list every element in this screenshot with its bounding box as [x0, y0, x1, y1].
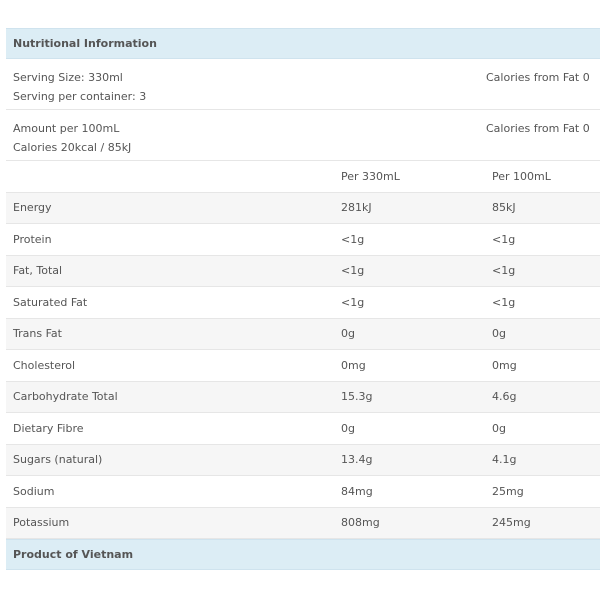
value-per-330ml: 0g: [341, 327, 355, 341]
serving-info: [6, 59, 600, 110]
value-per-100ml: 85kJ: [492, 201, 516, 215]
value-per-100ml: 4.1g: [492, 453, 517, 467]
value-per-330ml: 0g: [341, 421, 355, 435]
table-row: [6, 319, 600, 351]
nutrient-name: Saturated Fat: [13, 295, 88, 309]
value-per-100ml: 0mg: [492, 358, 517, 372]
table-row: [6, 350, 600, 382]
table-row: [6, 382, 600, 414]
serving-per-container: Serving per container: 3: [13, 90, 147, 103]
value-per-100ml: <1g: [492, 232, 516, 246]
value-per-100ml: 25mg: [492, 484, 524, 498]
nutrient-name: Protein: [13, 232, 52, 246]
value-per-330ml: <1g: [341, 264, 365, 278]
table-row: [6, 256, 600, 288]
table-row: [6, 508, 600, 540]
table-row: [6, 193, 600, 225]
nutrient-name: Potassium: [13, 516, 70, 530]
table-row: [6, 476, 600, 508]
value-per-330ml: 0mg: [341, 358, 366, 372]
nutrient-name: Cholesterol: [13, 358, 76, 372]
nutrient-name: Sugars (natural): [13, 453, 103, 467]
nutrient-name: Dietary Fibre: [13, 421, 84, 435]
value-per-100ml: 245mg: [492, 516, 531, 530]
value-per-330ml: 13.4g: [341, 453, 373, 467]
column-header-per-330ml: Per 330mL: [341, 169, 400, 183]
serving-calories-fat: Calories from Fat 0: [486, 71, 590, 84]
amount-calories: Calories 20kcal / 85kJ: [13, 141, 132, 154]
table-row: [6, 413, 600, 445]
nutrient-name: Sodium: [13, 484, 55, 498]
value-per-100ml: <1g: [492, 295, 516, 309]
amount-label: Amount per 100mL: [13, 122, 120, 135]
value-per-330ml: <1g: [341, 295, 365, 309]
table-row: [6, 224, 600, 256]
nutrient-name: Carbohydrate Total: [13, 390, 118, 404]
amount-info: [6, 110, 600, 161]
value-per-100ml: 4.6g: [492, 390, 517, 404]
product-origin: Product of Vietnam: [6, 539, 600, 570]
table-row: [6, 445, 600, 477]
nutrient-name: Fat, Total: [13, 264, 63, 278]
serving-size: Serving Size: 330ml: [13, 71, 123, 84]
nutrient-name: Energy: [13, 201, 52, 215]
value-per-330ml: <1g: [341, 232, 365, 246]
nutrient-rows: [6, 193, 600, 540]
table-title: Nutritional Information: [6, 28, 600, 59]
value-per-100ml: 0g: [492, 421, 506, 435]
value-per-330ml: 808mg: [341, 516, 380, 530]
value-per-330ml: 84mg: [341, 484, 373, 498]
nutrition-table: [6, 28, 600, 570]
value-per-330ml: 281kJ: [341, 201, 372, 215]
value-per-100ml: <1g: [492, 264, 516, 278]
nutrient-name: Trans Fat: [13, 327, 62, 341]
table-row: [6, 287, 600, 319]
amount-calories-fat: Calories from Fat 0: [486, 122, 590, 135]
value-per-100ml: 0g: [492, 327, 506, 341]
value-per-330ml: 15.3g: [341, 390, 373, 404]
column-header-per-100ml: Per 100mL: [492, 169, 551, 183]
column-header-row: [6, 161, 600, 193]
